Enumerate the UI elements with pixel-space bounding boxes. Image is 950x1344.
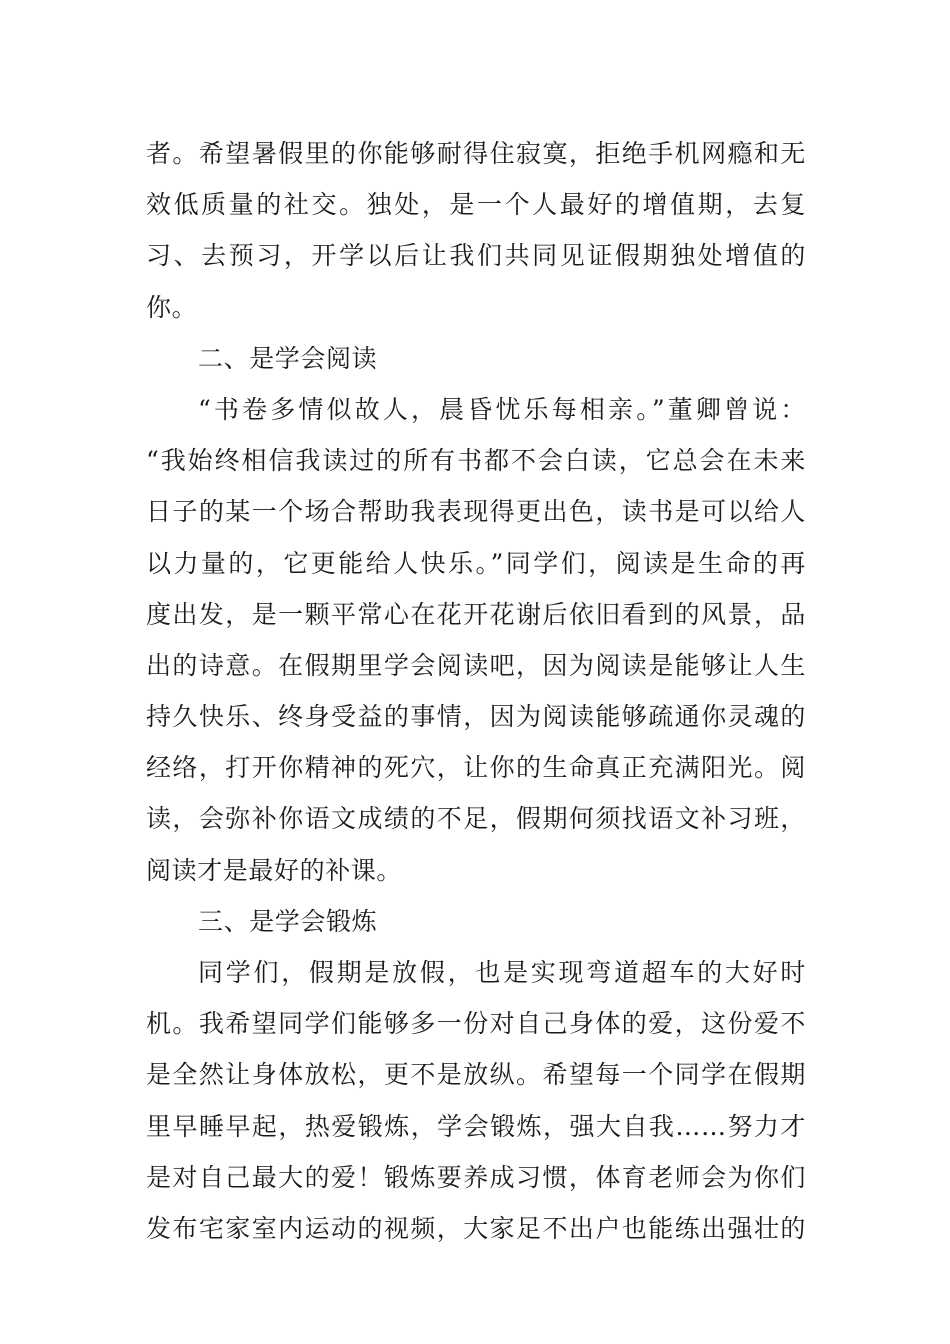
text-line: 效低质量的社交。独处，是一个人最好的增值期，去复 [146,190,806,220]
section-heading-exercise: 三、是学会锻炼 [198,906,378,936]
text-line: 你。 [146,292,198,322]
text-line: 同学们，假期是放假，也是实现弯道超车的大好时 [198,958,806,987]
text-line: 出的诗意。在假期里学会阅读吧，因为阅读是能够让人生 [146,650,806,680]
section-heading-reading: 二、是学会阅读 [198,343,378,373]
text-line: 者。希望暑假里的你能够耐得住寂寞，拒绝手机网瘾和无 [146,139,806,168]
text-line: 里早睡早起，热爱锻炼，学会锻炼，强大自我……努力才 [146,1111,806,1141]
text-line: “书卷多情似故人，晨昏忧乐每相亲。”董卿曾说： [198,394,806,424]
text-line: 阅读才是最好的补课。 [146,855,403,885]
text-line: 机。我希望同学们能够多一份对自己身体的爱，这份爱不 [146,1009,806,1039]
text-line: 日子的某一个场合帮助我表现得更出色，读书是可以给人 [146,497,806,527]
text-line: 是对自己最大的爱！锻炼要养成习惯，体育老师会为你们 [146,1162,806,1192]
text-line: 发布宅家室内运动的视频，大家足不出户也能练出强壮的 [146,1213,806,1243]
text-line: 经络，打开你精神的死穴，让你的生命真正充满阳光。阅 [146,753,806,783]
body-text [146,128,806,1254]
text-line: “我始终相信我读过的所有书都不会白读，它总会在未来 [146,446,806,476]
text-line: 以力量的，它更能给人快乐。”同学们，阅读是生命的再 [146,548,806,578]
text-line: 持久快乐、终身受益的事情，因为阅读能够疏通你灵魂的 [146,702,806,732]
text-line: 度出发，是一颗平常心在花开花谢后依旧看到的风景，品 [146,599,806,629]
text-line: 习、去预习，开学以后让我们共同见证假期独处增值的 [146,241,806,271]
text-line: 读，会弥补你语文成绩的不足，假期何须找语文补习班， [146,804,806,834]
text-line: 是全然让身体放松，更不是放纵。希望每一个同学在假期 [146,1060,806,1090]
